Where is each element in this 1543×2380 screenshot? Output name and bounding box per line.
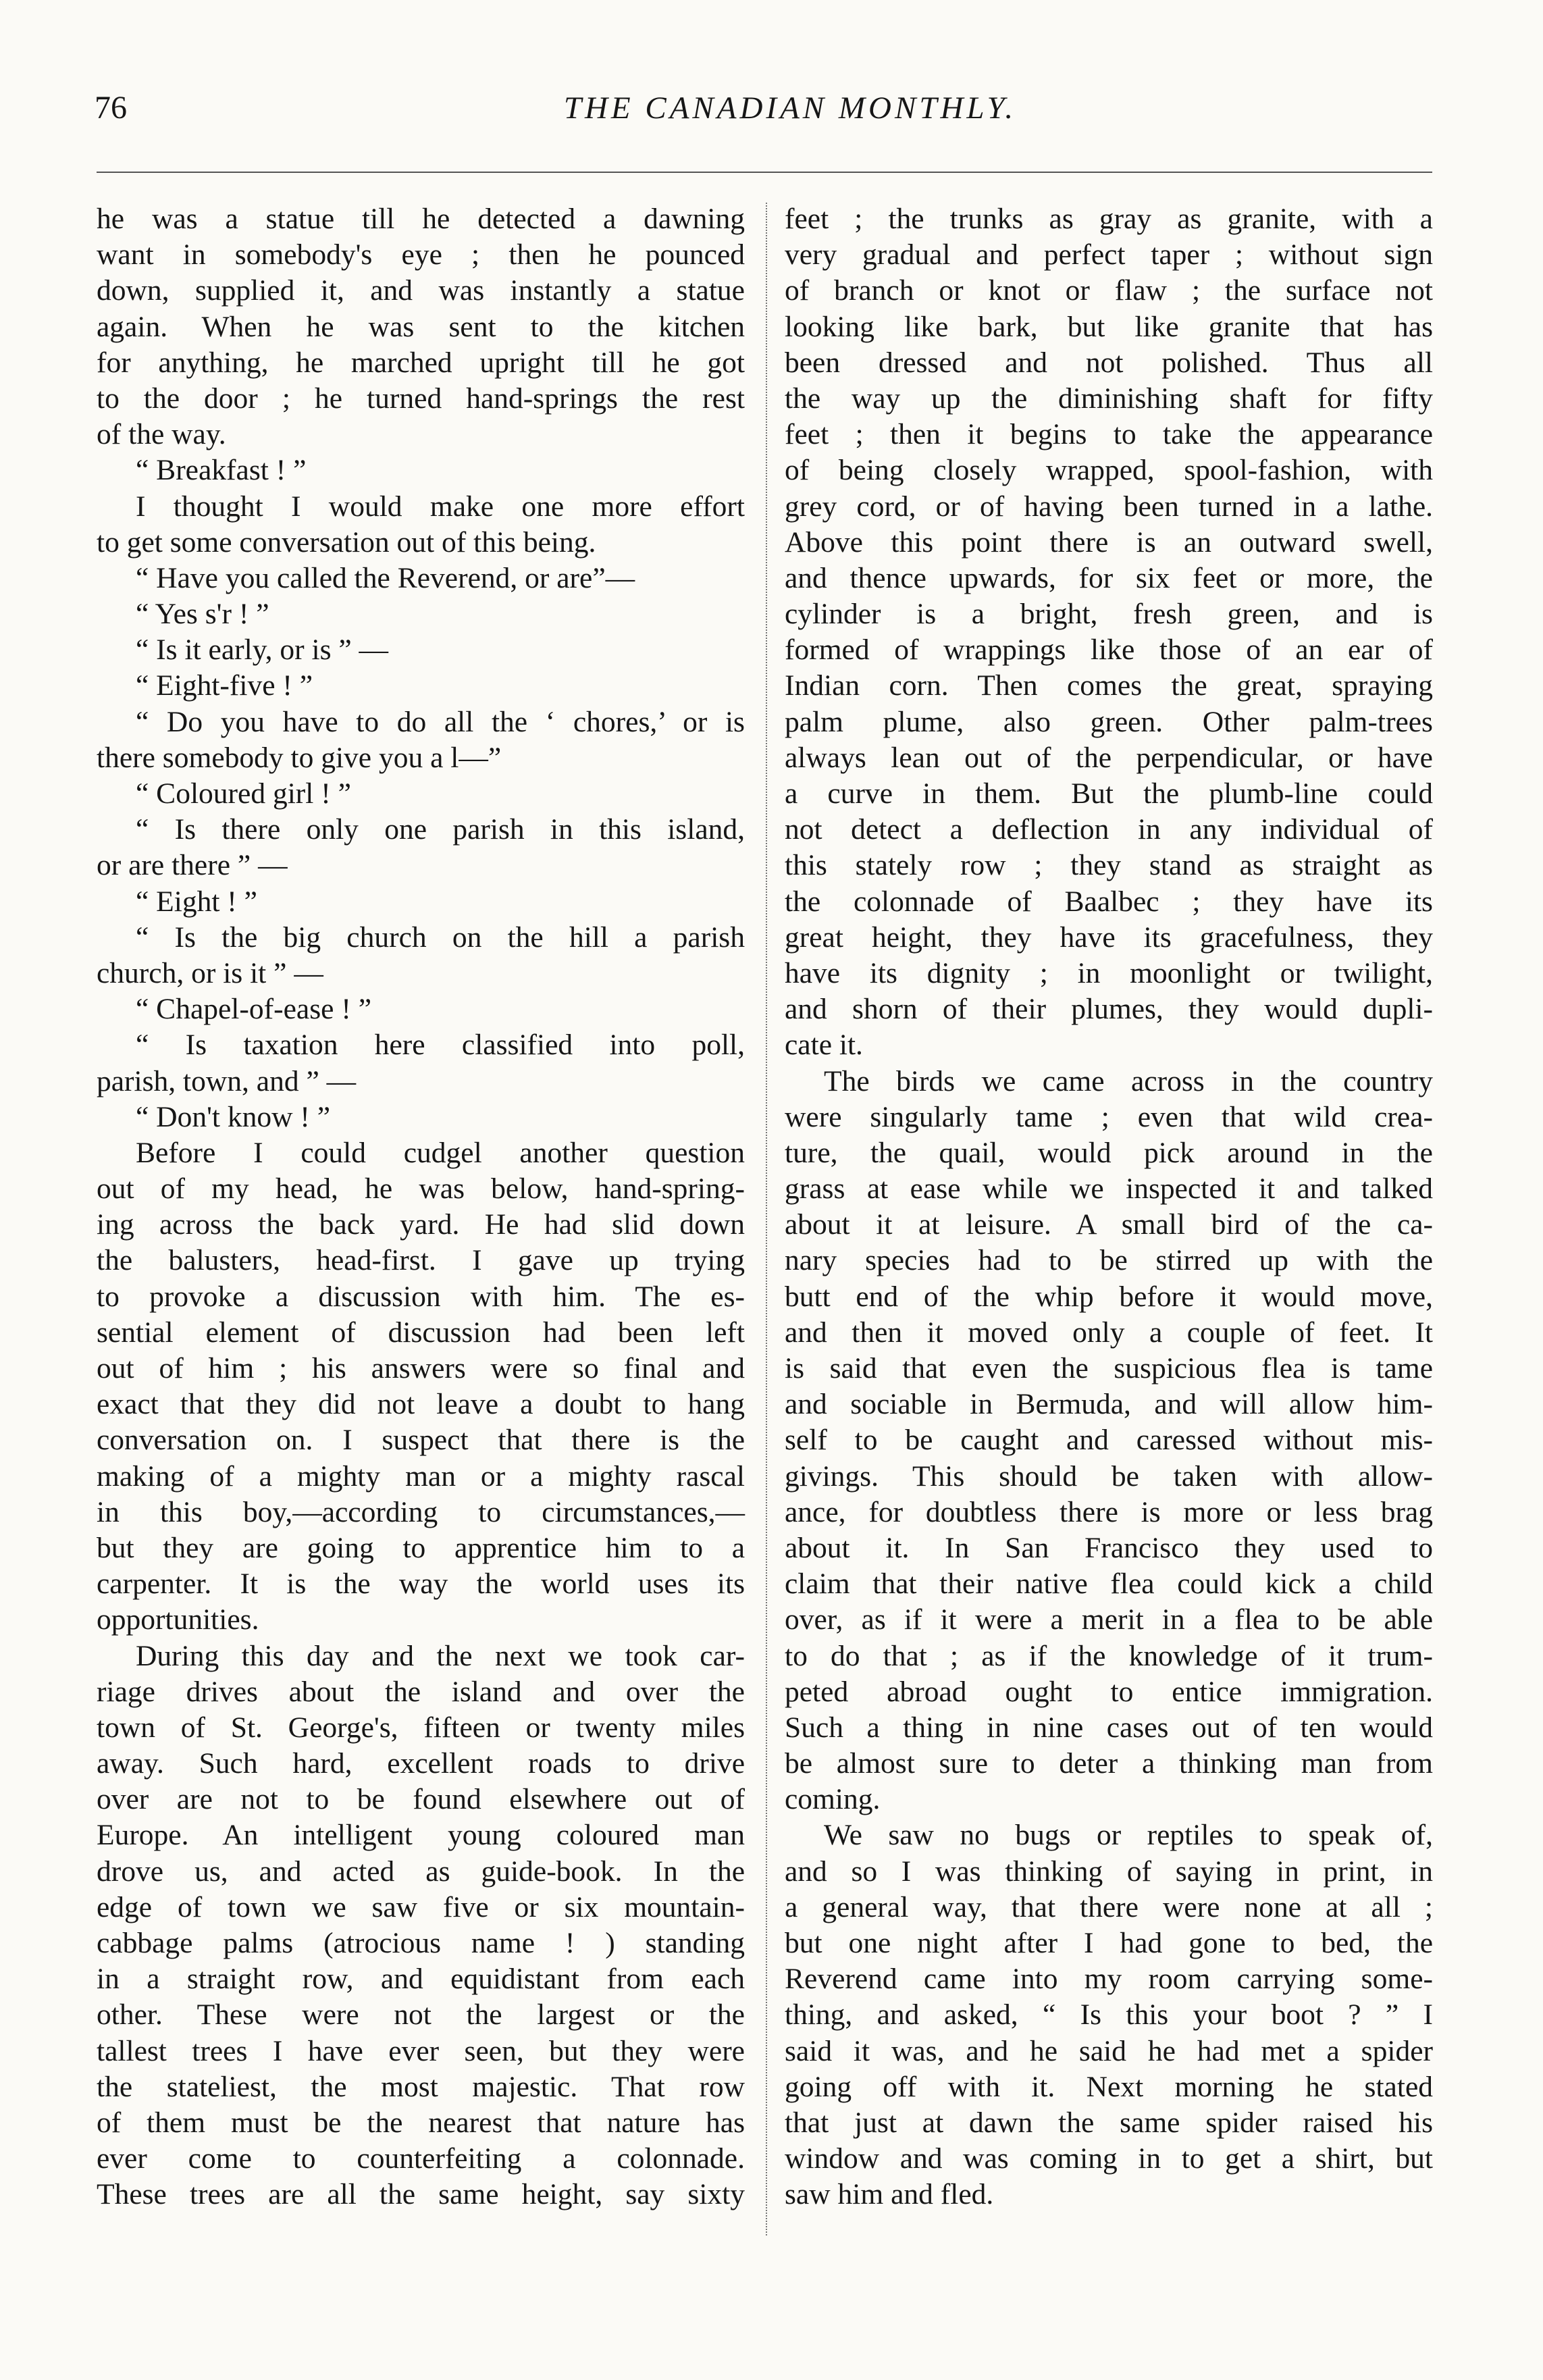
text-line: grey cord, or of having been turned in a lathe.: [785, 490, 1433, 523]
text-line: “ Eight-five ! ”: [136, 669, 313, 702]
text-line: ance, for doubtless there is more or less brag: [785, 1495, 1433, 1528]
text-line: ing across the back yard. He had slid down: [97, 1208, 745, 1241]
text-line: the way up the diminishing shaft for fifty: [785, 382, 1433, 415]
text-line: to get some conversation out of this being.: [97, 525, 596, 559]
text-line: Europe. An intelligent young coloured man: [97, 1819, 745, 1852]
page-number: 76: [95, 90, 127, 126]
text-line: to the door ; he turned hand-springs the rest: [97, 382, 745, 415]
text-line: drove us, and acted as guide-book. In the: [97, 1855, 745, 1888]
text-line: carpenter. It is the way the world uses its: [97, 1568, 745, 1601]
text-line: about it. In San Francisco they used to: [785, 1531, 1433, 1564]
text-line: town of St. George's, fifteen or twenty miles: [97, 1711, 745, 1744]
text-line: formed of wrappings like those of an ear of: [785, 633, 1433, 667]
text-line: of the way.: [97, 418, 226, 451]
text-line: to do that ; as if the knowledge of it trum-: [785, 1639, 1433, 1672]
text-line: of branch or knot or flaw ; the surface not: [785, 274, 1433, 307]
text-line: going off with it. Next morning he stated: [785, 2070, 1433, 2103]
text-line: want in somebody's eye ; then he pounced: [97, 238, 745, 271]
text-line: very gradual and perfect taper ; without sign: [785, 238, 1433, 271]
text-line: tallest trees I have ever seen, but they were: [97, 2034, 745, 2067]
text-line: saw him and fled.: [785, 2178, 994, 2211]
text-line: claim that their native flea could kick a child: [785, 1568, 1433, 1601]
text-line: ever come to counterfeiting a colonnade.: [97, 2142, 745, 2175]
text-line: to provoke a discussion with him. The es-: [97, 1280, 745, 1313]
text-line: and thence upwards, for six feet or more, the: [785, 561, 1433, 594]
column-divider: [766, 203, 767, 2235]
text-line: cabbage palms (atrocious name ! ) standing: [97, 1927, 745, 1959]
right-column: [785, 201, 1433, 2213]
text-line: have its dignity ; in moonlight or twilight,: [785, 956, 1433, 989]
text-line: away. Such hard, excellent roads to drive: [97, 1747, 745, 1780]
text-line: “ Is taxation here classified into poll,: [136, 1029, 745, 1062]
text-line: edge of town we saw five or six mountain-: [97, 1890, 745, 1923]
text-line: These trees are all the same height, say sixty: [97, 2178, 745, 2211]
header-rule: [97, 172, 1432, 173]
text-line: is said that even the suspicious flea is tame: [785, 1352, 1433, 1385]
text-line: feet ; the trunks as gray as granite, with a: [785, 203, 1433, 235]
text-line: nary species had to be stirred up with the: [785, 1244, 1433, 1277]
text-line: conversation on. I suspect that there is the: [97, 1424, 745, 1457]
text-line: church, or is it ” —: [97, 956, 323, 989]
text-line: parish, town, and ” —: [97, 1064, 357, 1097]
text-line: “ Eight ! ”: [136, 885, 257, 918]
text-line: the balusters, head-first. I gave up trying: [97, 1244, 745, 1277]
text-line: always lean out of the perpendicular, or have: [785, 741, 1433, 774]
page-header: [95, 88, 1432, 135]
text-line: been dressed and not polished. Thus all: [785, 346, 1433, 379]
text-line: be almost sure to deter a thinking man from: [785, 1747, 1433, 1780]
text-line: there somebody to give you a l—”: [97, 741, 502, 774]
text-line: self to be caught and caressed without mis-: [785, 1424, 1433, 1457]
text-line: “ Breakfast ! ”: [136, 454, 307, 487]
text-line: and shorn of their plumes, they would dupli-: [785, 993, 1433, 1026]
text-line: thing, and asked, “ Is this your boot ? ” I: [785, 1998, 1433, 2032]
text-line: in this boy,—according to circumstances,—: [97, 1495, 745, 1528]
text-line: givings. This should be taken with allow-: [785, 1459, 1433, 1493]
text-line: I thought I would make one more effort: [136, 490, 745, 523]
text-line: a curve in them. But the plumb-line could: [785, 777, 1433, 810]
text-line: about it at leisure. A small bird of the ca-: [785, 1208, 1433, 1241]
text-line: The birds we came across in the country: [824, 1064, 1433, 1097]
text-line: “ Do you have to do all the ‘ chores,’ or is: [136, 705, 745, 738]
text-line: not detect a deflection in any individual of: [785, 813, 1433, 846]
text-line: We saw no bugs or reptiles to speak of,: [824, 1819, 1433, 1852]
text-line: out of him ; his answers were so final and: [97, 1352, 745, 1385]
text-line: but they are going to apprentice him to a: [97, 1531, 745, 1564]
text-line: cate it.: [785, 1029, 863, 1062]
text-line: ture, the quail, would pick around in the: [785, 1136, 1433, 1169]
text-line: looking like bark, but like granite that has: [785, 310, 1433, 343]
text-line: of them must be the nearest that nature has: [97, 2106, 745, 2139]
text-line: a general way, that there were none at all ;: [785, 1890, 1433, 1923]
text-line: but one night after I had gone to bed, the: [785, 1927, 1433, 1959]
text-line: other. These were not the largest or the: [97, 1998, 745, 2032]
text-line: said it was, and he said he had met a spider: [785, 2034, 1433, 2067]
text-line: that just at dawn the same spider raised his: [785, 2106, 1433, 2139]
text-line: “ Is it early, or is ” —: [136, 633, 389, 667]
text-line: over, as if it were a merit in a flea to be able: [785, 1603, 1433, 1636]
text-line: Above this point there is an outward swell,: [785, 525, 1433, 559]
text-line: opportunities.: [97, 1603, 259, 1636]
text-line: feet ; then it begins to take the appearance: [785, 418, 1433, 451]
text-line: “ Don't know ! ”: [136, 1100, 331, 1133]
text-line: making of a mighty man or a mighty rascal: [97, 1459, 745, 1493]
text-line: in a straight row, and equidistant from each: [97, 1963, 745, 1996]
text-line: cylinder is a bright, fresh green, and is: [785, 598, 1433, 631]
text-line: for anything, he marched upright till he got: [97, 346, 745, 379]
text-line: out of my head, he was below, hand-spring-: [97, 1172, 745, 1206]
text-line: over are not to be found elsewhere out of: [97, 1783, 745, 1816]
text-line: “ Yes s'r ! ”: [136, 598, 269, 631]
text-line: Reverend came into my room carrying some-: [785, 1963, 1433, 1996]
text-line: or are there ” —: [97, 849, 288, 882]
running-title: THE CANADIAN MONTHLY.: [563, 90, 1017, 126]
text-line: were singularly tame ; even that wild crea-: [785, 1100, 1433, 1133]
text-line: again. When he was sent to the kitchen: [97, 310, 745, 343]
text-line: grass at ease while we inspected it and talked: [785, 1172, 1433, 1206]
text-line: he was a statue till he detected a dawning: [97, 203, 745, 235]
text-line: exact that they did not leave a doubt to hang: [97, 1388, 745, 1421]
text-line: great height, they have its gracefulness, they: [785, 921, 1433, 954]
text-line: down, supplied it, and was instantly a statue: [97, 274, 745, 307]
text-line: Such a thing in nine cases out of ten would: [785, 1711, 1433, 1744]
text-line: this stately row ; they stand as straight as: [785, 849, 1433, 882]
text-line: coming.: [785, 1783, 881, 1816]
text-line: “ Is there only one parish in this island,: [136, 813, 745, 846]
text-line: “ Chapel-of-ease ! ”: [136, 993, 371, 1026]
text-line: of being closely wrapped, spool-fashion, with: [785, 454, 1433, 487]
text-line: window and was coming in to get a shirt, but: [785, 2142, 1433, 2175]
text-line: peted abroad ought to entice immigration.: [785, 1675, 1433, 1708]
text-line: sential element of discussion had been left: [97, 1316, 745, 1349]
text-line: riage drives about the island and over the: [97, 1675, 745, 1708]
text-line: the stateliest, the most majestic. That row: [97, 2070, 745, 2103]
text-line: palm plume, also green. Other palm-trees: [785, 705, 1433, 738]
text-line: and so I was thinking of saying in print, in: [785, 1855, 1433, 1888]
text-line: “ Is the big church on the hill a parish: [136, 921, 745, 954]
text-line: During this day and the next we took car-: [136, 1639, 745, 1672]
left-column: [97, 201, 745, 2213]
text-line: “ Have you called the Reverend, or are”—: [136, 561, 635, 594]
text-line: the colonnade of Baalbec ; they have its: [785, 885, 1433, 918]
text-line: butt end of the whip before it would move,: [785, 1280, 1433, 1313]
text-line: Before I could cudgel another question: [136, 1136, 745, 1169]
text-line: Indian corn. Then comes the great, spraying: [785, 669, 1433, 702]
text-line: “ Coloured girl ! ”: [136, 777, 351, 810]
text-line: and sociable in Bermuda, and will allow him-: [785, 1388, 1433, 1421]
text-line: and then it moved only a couple of feet. It: [785, 1316, 1433, 1349]
